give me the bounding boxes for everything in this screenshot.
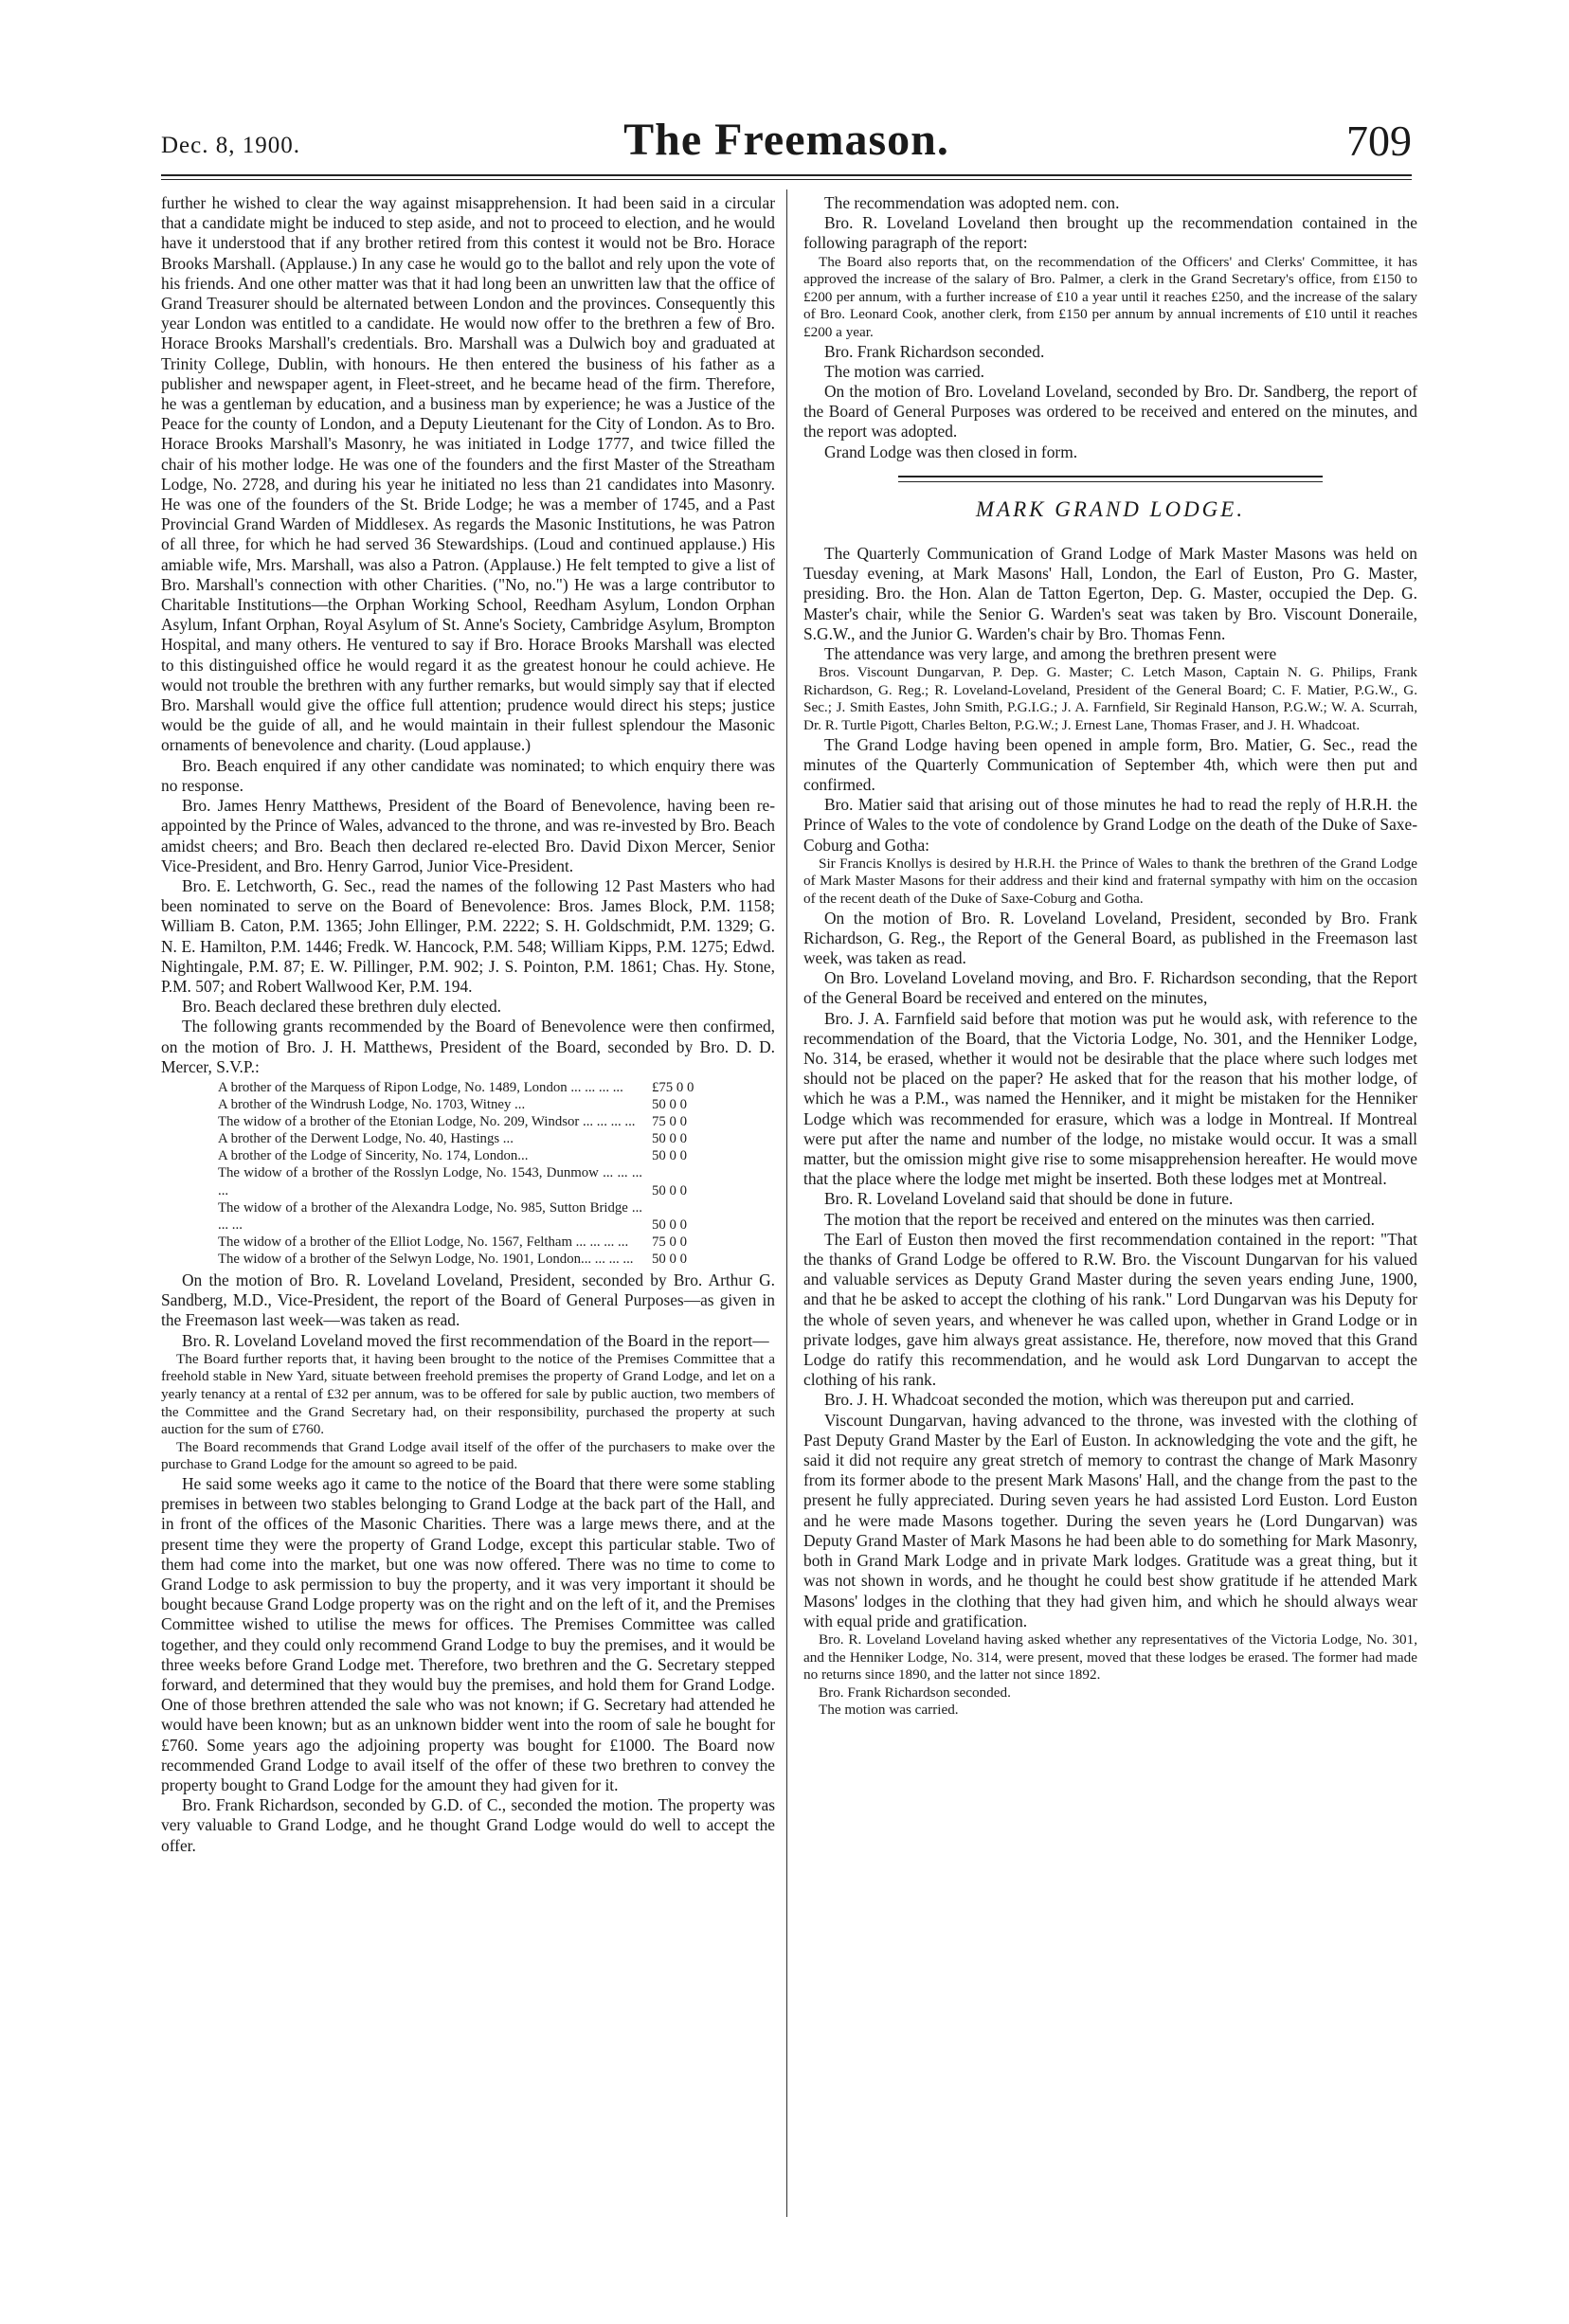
page-number: 709	[1346, 117, 1412, 165]
grant-amount: 50 0 0	[652, 1097, 687, 1113]
masthead-rule	[161, 174, 1412, 176]
paragraph: Grand Lodge was then closed in form.	[824, 441, 1078, 461]
grant-amount: 50 0 0	[652, 1251, 687, 1267]
grant-amount: 50 0 0	[652, 1148, 687, 1164]
grant-amount: £75 0 0	[652, 1079, 694, 1095]
paragraph: He said some weeks ago it came to the notice of the Board that there were some stabling premises in between two stables belonging to Grand Lodge at the back part of the Hall, and in front of the offices of the Masonic Charities. There was a large mews there, and at the present time they were the property of Grand Lodge, except this particular stable. Two of them had come into the market, but one was now offered. There was no time to come to Grand Lodge to ask permission to buy the property, and it was very important it should be bought because Grand Lodge property was on the right and on the left of it, and the Premises Committee wished to utilise the mews for offices. The Premises Committee was called together, and they could only recommend Grand Lodge to buy the premises, and it would be three weeks before Grand Lodge met. Therefore, two brethren and the G. Secretary stepped forward, and determined that they would buy the premises, and hold them for Grand Lodge. One of those brethren attended the sale who was not known; if G. Secretary had attended he would have been known; but as an unknown bidder went into the room of sale he bought for £760. Some years ago the adjoining property was bought for £1000. The Board now recommended Grand Lodge to avail itself of the offer of these two brethren to convey the property bought to Grand Lodge for the amount they had given for it.	[161, 1473, 775, 1794]
paragraph: On the motion of Bro. R. Loveland Loveland, President, seconded by Bro. Frank Richardson, G. Reg., the Report of the General Board, as published in the Freemason last week, was taken as read.	[803, 908, 1417, 967]
paragraph: Bro. Frank Richardson seconded.	[819, 1684, 1011, 1701]
paragraph: Bro. J. A. Farnfield said before that motion was put he would ask, with reference to the recommendation of the Board, that the Victoria Lodge, No. 301, and the Henniker Lodge, No. 314, be erased, whether it would not be desirable that the place where such lodges met should not be placed on the paper? He asked that for the reason that his mother lodge, of which he was a P.M., was named the Henniker, and it might be mistaken for the Henniker Lodge which was recommended for erasure, which was a lodge in Montreal. If Montreal were put after the name and number of the lodge, no mistake would occur. It was a small matter, but the omission might give rise to some misapprehension hereafter. He would move that the place where the lodge met might be inserted. Both these lodges met at Montreal.	[803, 1008, 1417, 1189]
paragraph: Bro. J. H. Whadcoat seconded the motion, which was thereupon put and carried.	[824, 1390, 1355, 1410]
issue-date: Dec. 8, 1900.	[161, 133, 300, 158]
paragraph: The motion was carried.	[824, 361, 985, 381]
paragraph: The attendance was very large, and among the brethren present were	[824, 644, 1277, 664]
paragraph: The Quarterly Communication of Grand Lodge of Mark Master Masons was held on Tuesday evening, at Mark Masons' Hall, London, the Earl of Euston, Pro G. Master, presiding. Bro. the Hon. Alan de Tatton Egerton, Dep. G. Master, occupied the Dep. G. Master's chair, while the Senior G. Warden's seat was taken by Bro. Viscount Doneraile, S.G.W., and the Junior G. Warden's chair by Bro. Thomas Fenn.	[803, 544, 1417, 643]
section-heading: MARK GRAND LODGE.	[975, 496, 1246, 521]
grant-recipient: The widow of a brother of the Selwyn Lodge, No. 1901, London... ... ... ...	[218, 1251, 634, 1267]
paragraph: Bro. Matier said that arising out of those minutes he had to read the reply of H.R.H. the Prince of Wales to the vote of condolence by Grand Lodge on the death of the Duke of Saxe-Coburg and Gotha:	[803, 795, 1417, 855]
paragraph: The Grand Lodge having been opened in ample form, Bro. Matier, G. Sec., read the minutes of the Quarterly Communication of September 4th, which were then put and confirmed.	[803, 734, 1417, 794]
grant-recipient: A brother of the Lodge of Sincerity, No. 174, London...	[218, 1148, 529, 1164]
grant-recipient: The widow of a brother of the Etonian Lodge, No. 209, Windsor ... ... ... ...	[218, 1114, 636, 1130]
grant-amount: 75 0 0	[652, 1234, 687, 1250]
masthead-rule-thin	[161, 179, 1412, 180]
section-rule	[898, 476, 1323, 477]
paragraph: The following grants recommended by the Board of Benevolence were then confirmed, on the motion of Bro. J. H. Matthews, President of the Board, seconded by Bro. D. D. Mercer, S.V.P.:	[161, 1017, 775, 1076]
grant-row	[161, 1164, 775, 1198]
letter-quote: Sir Francis Knollys is desired by H.R.H. the Prince of Wales to thank the brethren of the Grand Lodge of Mark Master Masons for their address and their kind and fraternal sympathy with him on the occasion of the recent death of the Duke of Saxe-Coburg and Gotha.	[803, 855, 1417, 907]
grant-recipient: A brother of the Windrush Lodge, No. 1703, Witney ...	[218, 1097, 526, 1113]
paragraph: The recommendation was adopted nem. con.	[824, 193, 1120, 212]
paragraph: Bro. James Henry Matthews, President of the Board of Benevolence, having been re-appointed by the Prince of Wales, advanced to the throne, and was re-invested by Bro. Beach amidst cheers; and Bro. Beach then declared re-elected Bro. David Dixon Mercer, Senior Vice-President, and Bro. Henry Garrod, Junior Vice-President.	[161, 796, 775, 875]
paragraph: Bro. Frank Richardson seconded.	[824, 341, 1045, 361]
grant-row	[161, 1251, 775, 1268]
grant-recipient: A brother of the Derwent Lodge, No. 40, Hastings ...	[218, 1131, 514, 1147]
grant-amount: 50 0 0	[652, 1182, 687, 1198]
grant-amount: 75 0 0	[652, 1114, 687, 1130]
paragraph: On Bro. Loveland Loveland moving, and Bro. F. Richardson seconding, that the Report of the General Board be received and entered on the minutes,	[803, 968, 1417, 1008]
grant-row	[161, 1079, 775, 1096]
grants-list	[161, 1079, 775, 1268]
right-column	[803, 193, 1417, 2216]
grant-recipient: The widow of a brother of the Rosslyn Lodge, No. 1543, Dunmow ... ... ... ...	[218, 1165, 642, 1198]
grant-amount: 50 0 0	[652, 1216, 687, 1233]
paragraph: The motion was carried.	[819, 1702, 959, 1719]
grant-recipient: The widow of a brother of the Elliot Lodge, No. 1567, Feltham ... ... ... ...	[218, 1234, 629, 1250]
paragraph: Viscount Dungarvan, having advanced to the throne, was invested with the clothing of Past Deputy Grand Master by the Earl of Euston. In acknowledging the vote and the gift, he said it did not require any great stretch of memory to contrast the change of Mark Masonry from its former abode to the present Mark Masons' Hall, and the change from the past to the present he fully appreciated. During seven years he had assisted Lord Euston. Lord Euston and he were made Masons together. During the seven years he (Lord Dungarvan) was Deputy Grand Master of Mark Masons he had been able to do something for Mark Masonry, both in Grand Mark Lodge and in private Mark lodges. Gratitude was a great thing, but it was not shown in words, and he thought he could best show gratitude if he attended Mark Masons' lodges in the clothing that they had given him, and which he should always wear with equal pride and gratification.	[803, 1410, 1417, 1630]
grant-row	[161, 1199, 775, 1234]
publication-title: The Freemason.	[623, 115, 949, 165]
grant-row	[161, 1234, 775, 1251]
report-quote: The Board also reports that, on the recommendation of the Officers' and Clerks' Committee, it has approved the increase of the salary of Bro. Palmer, a clerk in the Grand Secretary's office, from £150 to £200 per annum, with a further increase of £10 a year until it reaches £250, and the increase of the salary of Bro. Leonard Cook, another clerk, from £150 per annum by annual increments of £10 until it reaches £200 a year.	[803, 253, 1417, 340]
paragraph: The Earl of Euston then moved the first recommendation contained in the report: "That the thanks of Grand Lodge be offered to R.W. Bro. the Viscount Dungarvan for his valued and valuable services as Deputy Grand Master during the seven years ending June, 1900, and that he be asked to accept the clothing of his rank." Lord Dungarvan was his Deputy for the whole of seven years, and whenever he was called upon, whether in Grand Lodge or in private lodges, gave him always great assistance. He, therefore, now moved that this Grand Lodge do ratify this recommendation, and he would ask Lord Dungarvan to accept the clothing of his rank.	[803, 1229, 1417, 1390]
paragraph: Bro. R. Loveland Loveland then brought up the recommendation contained in the following paragraph of the report:	[803, 213, 1417, 253]
paragraph: Bro. Frank Richardson, seconded by G.D. of C., seconded the motion. The property was very valuable to Grand Lodge, and he thought Grand Lodge would do well to accept the offer.	[161, 1795, 775, 1855]
grant-recipient: The widow of a brother of the Alexandra Lodge, No. 985, Sutton Bridge ... ... ...	[218, 1199, 642, 1233]
grant-amount: 50 0 0	[652, 1131, 687, 1147]
grant-row	[161, 1113, 775, 1130]
masthead	[161, 112, 1412, 178]
paragraph: Bro. Beach enquired if any other candidate was nominated; to which enquiry there was no response.	[161, 755, 775, 795]
paragraph: Bro. E. Letchworth, G. Sec., read the names of the following 12 Past Masters who had been nominated to serve on the Board of Benevolence: Bros. James Block, P.M. 1158; William B. Caton, P.M. 1365; John Ellinger, P.M. 2222; S. H. Goldschmidt, P.M. 1329; G. N. E. Hamilton, P.M. 1446; Fredk. W. Hancock, P.M. 548; William Kipps, P.M. 1275; Edwd. Nightingale, P.M. 87; E. W. Pillinger, P.M. 902; J. S. Pointon, P.M. 1861; Chas. Hy. Stone, P.M. 507; and Robert Wallwood Ker, P.M. 194.	[161, 875, 775, 996]
paragraph: On the motion of Bro. R. Loveland Loveland, President, seconded by Bro. Arthur G. Sandberg, M.D., Vice-President, the report of the Board of General Purposes—as given in the Freemason last week—was taken as read.	[161, 1270, 775, 1330]
report-quote: The Board further reports that, it having been brought to the notice of the Premises Committee that a freehold stable in New Yard, situate between freehold premises the property of Grand Lodge, and let on a yearly tenancy at a rental of £32 per annum, was to be offered for sale by public auction, two members of the Committee and the Grand Secretary had, on their responsibility, purchased the property at such auction for the sum of £760.	[161, 1350, 775, 1438]
grant-row	[161, 1130, 775, 1147]
paragraph: The motion that the report be received and entered on the minutes was then carried.	[824, 1209, 1375, 1229]
left-column	[161, 193, 775, 2216]
column-divider	[786, 189, 787, 2217]
paragraph: Bro. R. Loveland Loveland said that should be done in future.	[824, 1189, 1234, 1209]
report-quote: The Board recommends that Grand Lodge avail itself of the offer of the purchasers to make over the purchase to Grand Lodge for the amount so agreed to be paid.	[161, 1438, 775, 1473]
grant-row	[161, 1147, 775, 1164]
paragraph: Bro. Beach declared these brethren duly elected.	[182, 997, 502, 1017]
paragraph: Bro. R. Loveland Loveland moved the first recommendation of the Board in the report—	[182, 1330, 769, 1350]
attendee-list: Bros. Viscount Dungarvan, P. Dep. G. Master; C. Letch Mason, Captain N. G. Philips, Frank Richardson, G. Reg.; R. Loveland-Loveland, President of the General Board; C. F. Matier, P.G.W., G. Sec.; J. Smith Eastes, John Smith, P.G.I.G.; J. A. Farnfield, Sir Reginald Hanson, P.G.W.; W. A. Scurrah, Dr. R. Turtle Pigott, Charles Belton, P.G.W.; J. Ernest Lane, Thomas Fraser, and J. H. Whadcoat.	[803, 664, 1417, 733]
paragraph: On the motion of Bro. Loveland Loveland, seconded by Bro. Dr. Sandberg, the report of the Board of General Purposes was ordered to be received and entered on the minutes, and the report was adopted.	[803, 381, 1417, 441]
grant-recipient: A brother of the Marquess of Ripon Lodge, No. 1489, London ... ... ... ...	[218, 1079, 623, 1095]
paragraph: Bro. R. Loveland Loveland having asked whether any representatives of the Victoria Lodge, No. 301, and the Henniker Lodge, No. 314, were present, moved that these lodges be erased. The former had made no returns since 1890, and the latter not since 1892.	[803, 1630, 1417, 1684]
paragraph: further he wished to clear the way against misapprehension. It had been said in a circular that a candidate might be induced to step aside, and not to proceed to election, and he would have it understood that if any brother retired from this contest it would not be Bro. Horace Brooks Marshall. (Applause.) In any case he would go to the ballot and rely upon the vote of his friends. And one other matter was that it had long been an unwritten law that the office of Grand Treasurer should be alternated between London and the provinces. Consequently this year London was entitled to a candidate. He would now offer to the brethren a few of Bro. Horace Brooks Marshall's credentials. Bro. Marshall was a Dulwich boy and graduated at Trinity College, Dublin, with honours. He then entered the business of his father as a publisher and newspaper agent, in Fleet-street, and he became head of the firm. Therefore, he was a gentleman by education, and a business man by experience; he was a Justice of the Peace for the county of London, and a Deputy Lieutenant for the City of London. As to Bro. Horace Brooks Marshall's Masonry, he was initiated in Lodge 1777, and twice filled the chair of his mother lodge. He was one of the founders and the first Master of the Streatham Lodge, No. 2728, and during his year he initiated no less than 21 candidates into Masonry. He was one of the founders of the St. Bride Lodge; he was a member of 1745, and a Past Provincial Grand Warden of Middlesex. As regards the Masonic Institutions, he was Patron of all three, for which he had served 36 Stewardships. (Loud and continued applause.) His amiable wife, Mrs. Marshall, was also a Patron. (Applause.) He felt tempted to give a list of Bro. Marshall's connection with other Charities. ("No, no.") He was a large contributor to Charitable Institutions—the Orphan Working School, Reedham Asylum, London Orphan Asylum, Infant Orphan, Royal Asylum of St. Anne's Society, Cambridge Asylum, Brompton Hospital, and many others. He ventured to say if Bro. Horace Brooks Marshall was elected to this distinguished office he would regard it as the greatest honour he could achieve. He would not trouble the brethren with any further remarks, but would simply say that if elected Bro. Marshall would give the office full attention; prudence would direct his steps; justice would be the guide of all, and he would maintain in their fullest splendour the Masonic ornaments of benevolence and charity. (Loud applause.)	[161, 193, 775, 755]
grant-row	[161, 1096, 775, 1113]
section-rule-thin	[898, 481, 1323, 482]
